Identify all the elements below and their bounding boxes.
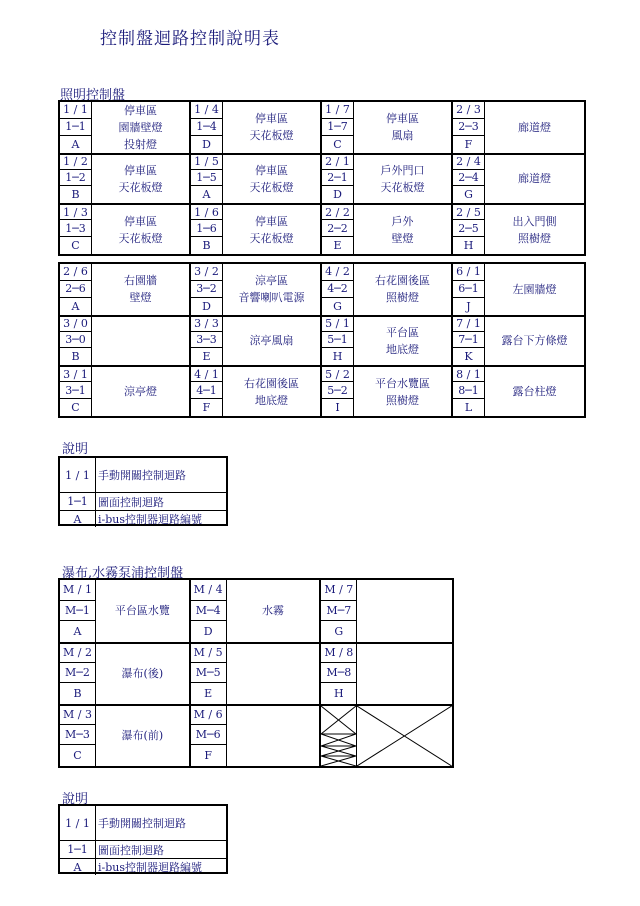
legend-label-2: 說明 [62,792,89,807]
circuit-id: E [191,348,223,365]
circuit-id: A [191,186,223,203]
circuit-id: M─3 [60,725,96,746]
circuit-id: 1 / 4 [191,102,223,119]
legend-meaning: i-bus控制器迴路編號 [96,858,226,875]
circuit-id: M─7 [321,601,357,622]
circuit-id: 2─5 [453,220,485,237]
circuit-id: 1─4 [191,119,223,136]
circuit-id: 4 / 2 [322,264,354,281]
circuit-description [357,642,452,704]
circuit-description [92,315,191,366]
circuit-id: G [322,298,354,315]
legend-symbol: 1─1 [60,840,96,858]
circuit-id: C [60,399,92,416]
circuit-id: 3 / 2 [191,264,223,281]
circuit-id: I [322,399,354,416]
circuit-description: 廊道燈 [518,120,551,134]
circuit-id: M / 2 [60,642,96,663]
circuit-id: C [60,237,92,254]
circuit-description: 出入門側 照樹燈 [485,203,584,254]
circuit-description: 平台水覽區 照樹燈 [354,365,453,416]
circuit-id: 3─1 [60,382,92,399]
circuit-id: 1─2 [60,170,92,187]
cross-icon [357,706,452,766]
circuit-description: 瀑布(前) [96,704,191,766]
legend-symbol: A [60,510,96,527]
circuit-id: F [453,136,485,153]
circuit-id: 6─1 [453,281,485,298]
circuit-id: M─5 [191,663,227,684]
legend-table-2 [58,804,228,874]
circuit-id: 2 / 4 [453,153,485,170]
circuit-id: 5─1 [322,332,354,349]
circuit-id: 3 / 0 [60,315,92,332]
circuit-description: 停車區 天花板燈 [92,153,191,204]
circuit-id: C [60,745,96,766]
circuit-description [357,580,452,642]
lighting-table-upper [58,100,586,256]
circuit-id: M / 1 [60,580,96,601]
unused-slot-description [357,704,452,766]
circuit-id: D [191,298,223,315]
circuit-description: 右花園後區 照樹燈 [354,264,453,315]
circuit-id: 8─1 [453,382,485,399]
circuit-id: 2 / 1 [322,153,354,170]
waterfall-table [58,578,454,768]
circuit-id: F [191,745,227,766]
legend-meaning: 手動開關控制迴路 [98,469,186,482]
circuit-id: M / 7 [321,580,357,601]
circuit-id: 2 / 6 [60,264,92,281]
circuit-description: 涼亭區 音響喇叭電源 [223,264,322,315]
circuit-id: G [453,186,485,203]
circuit-id: 1 / 5 [191,153,223,170]
circuit-id: G [321,621,357,642]
page-title: 控制盤迴路控制說明表 [100,29,280,49]
circuit-description: 停車區 風扇 [354,102,453,153]
legend-symbol: 1 / 1 [60,806,96,840]
circuit-id: H [453,237,485,254]
circuit-id: 1 / 6 [191,203,223,220]
circuit-id: E [322,237,354,254]
circuit-description [227,642,322,704]
circuit-id: 2─3 [453,119,485,136]
circuit-description: 停車區 園牆壁燈 投射燈 [92,102,191,153]
circuit-id: 1─6 [191,220,223,237]
circuit-id: 7 / 1 [453,315,485,332]
circuit-description: 戶外 壁燈 [354,203,453,254]
circuit-id: M─2 [60,663,96,684]
circuit-id: 1 / 3 [60,203,92,220]
circuit-id: 1─1 [60,119,92,136]
circuit-id: A [60,621,96,642]
circuit-id: 7─1 [453,332,485,349]
circuit-id: M─4 [191,601,227,622]
circuit-id: 8 / 1 [453,365,485,382]
circuit-description: 廊道燈 [485,153,584,204]
circuit-description: 涼亭風扇 [223,315,322,366]
circuit-description: 水霧 [227,580,322,642]
circuit-id: 3─2 [191,281,223,298]
legend-label-1: 說明 [62,442,89,457]
circuit-description: 左園牆燈 [512,282,557,296]
circuit-id: B [60,348,92,365]
circuit-id: D [322,186,354,203]
circuit-id: E [191,683,227,704]
cross-icon [321,706,356,766]
waterfall-panel-label: 瀑布,水霧泵浦控制盤 [62,566,184,581]
circuit-description: 露台下方條燈 [485,315,584,366]
circuit-id: 2─6 [60,281,92,298]
circuit-id: D [191,136,223,153]
circuit-id: 6 / 1 [453,264,485,281]
circuit-id: M─1 [60,601,96,622]
legend-symbol: A [60,858,96,875]
circuit-id: 2 / 2 [322,203,354,220]
circuit-id: 2─1 [322,170,354,187]
circuit-id: C [322,136,354,153]
circuit-id: 1 / 7 [322,102,354,119]
legend-meaning: 手動開關控制迴路 [98,817,186,830]
circuit-description [227,704,322,766]
circuit-id: 3─0 [60,332,92,349]
circuit-id: 5─2 [322,382,354,399]
circuit-id: 2─2 [322,220,354,237]
circuit-id: B [191,237,223,254]
circuit-id: 1─5 [191,170,223,187]
circuit-id: 1─3 [60,220,92,237]
circuit-description: 停車區 天花板燈 [223,203,322,254]
circuit-id: F [191,399,223,416]
circuit-description: 露台柱燈 [485,365,584,416]
circuit-id: H [322,348,354,365]
circuit-id: J [453,298,485,315]
circuit-description: 平台區 地底燈 [354,315,453,366]
circuit-id: B [60,186,92,203]
legend-meaning: 圖面控制迴路 [96,492,226,510]
circuit-id: 1 / 1 [60,102,92,119]
circuit-id: 5 / 2 [322,365,354,382]
circuit-description: 停車區 天花板燈 [223,153,322,204]
circuit-id: M / 8 [321,642,357,663]
circuit-id: 1─7 [322,119,354,136]
lighting-panel-label: 照明控制盤 [60,88,126,103]
circuit-description: 右花園後區 地底燈 [223,365,322,416]
circuit-id: 3 / 1 [60,365,92,382]
circuit-id: K [453,348,485,365]
circuit-id: A [60,136,92,153]
circuit-id: M─6 [191,725,227,746]
circuit-id: 2─4 [453,170,485,187]
circuit-description: 右園牆 壁燈 [92,264,191,315]
circuit-id: 1 / 2 [60,153,92,170]
circuit-description: 瀑布(後) [96,642,191,704]
circuit-id: M / 5 [191,642,227,663]
circuit-id: 3 / 3 [191,315,223,332]
legend-symbol: 1─1 [60,492,96,510]
circuit-id: 4─1 [191,382,223,399]
circuit-description: 平台區水覽 [96,580,191,642]
circuit-id: H [321,683,357,704]
circuit-id: 4 / 1 [191,365,223,382]
circuit-id: 4─2 [322,281,354,298]
legend-meaning: i-bus控制器迴路編號 [96,510,226,527]
circuit-id: M / 4 [191,580,227,601]
circuit-id: 5 / 1 [322,315,354,332]
circuit-id: M / 6 [191,704,227,725]
lighting-table-lower [58,262,586,418]
circuit-id: 2 / 5 [453,203,485,220]
legend-symbol: 1 / 1 [60,458,96,492]
circuit-description: 涼亭燈 [92,365,191,416]
circuit-id: D [191,621,227,642]
legend-meaning: 圖面控制迴路 [96,840,226,858]
circuit-id: 3─3 [191,332,223,349]
circuit-id: A [60,298,92,315]
circuit-id: 2 / 3 [453,102,485,119]
circuit-id: M─8 [321,663,357,684]
unused-slot-id [321,704,357,766]
circuit-id: L [453,399,485,416]
circuit-id: B [60,683,96,704]
circuit-description: 戶外門口 天花板燈 [354,153,453,204]
circuit-description: 停車區 天花板燈 [223,102,322,153]
circuit-id: M / 3 [60,704,96,725]
legend-table-1 [58,456,228,526]
circuit-description: 停車區 天花板燈 [92,203,191,254]
